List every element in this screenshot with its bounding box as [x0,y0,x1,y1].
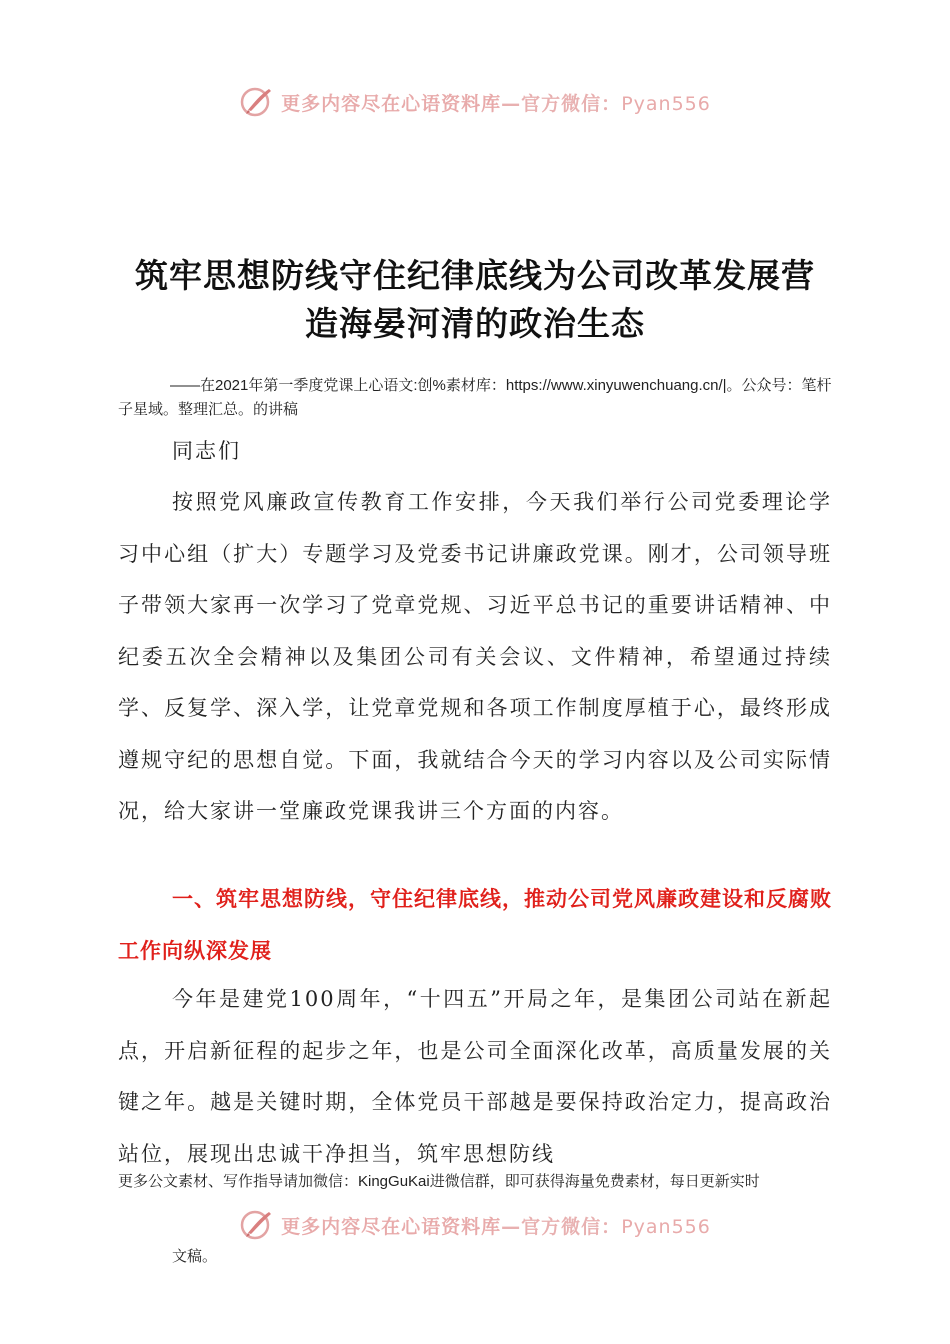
body-paragraph-1: 按照党风廉政宣传教育工作安排，今天我们举行公司党委理论学习中心组（扩大）专题学习及党委书记讲廉政党课。刚才，公司领导班子带领大家再一次学习了党章党规、习近平总书记的重要讲话精神、中纪委五次全会精神以及集团公司有关会议、文件精神，希望通过持续学、反复学、深入学，让党章党规和各项工作制度厚植于心，最终形成遵规守纪的思想自觉。下面，我就结合今天的学习内容以及公司实际情况，给大家讲一堂廉政党课我讲三个方面的内容。 [118,490,832,823]
watermark-id: Pyan556 [621,1215,711,1238]
watermark-id: Pyan556 [621,92,711,115]
watermark-label: 官方微信： [521,1215,622,1238]
pen-logo-icon [239,84,275,120]
title-line-1: 筑牢思想防线守住纪律底线为公司改革发展营 [135,256,815,295]
footer-tail: 文稿。 [172,1248,218,1265]
watermark-separator: — [501,92,522,115]
greeting: 同志们 [172,439,241,463]
watermark-separator: — [501,1215,522,1238]
watermark-brand: 更多内容尽在心语资料库 [281,1215,502,1238]
document-title [110,252,840,348]
watermark-label: 官方微信： [521,92,622,115]
watermark-footer [0,1207,950,1243]
footer-note: 更多公文素材、写作指导请加微信：KingGuKai进微信群，即可获得海量免费素材，每日更新实时 [118,1173,760,1190]
watermark-header [0,84,950,120]
watermark-brand: 更多内容尽在心语资料库 [281,92,502,115]
document-subtitle: ——在2021年第一季度党课上心语文:创%素材库：https://www.xinyuwenchuang.cn/|。公众号：笔杆子星域。整理汇总。的讲稿 [118,377,832,418]
pen-logo-icon [239,1207,275,1243]
section-heading-1: 一、筑牢思想防线，守住纪律底线，推动公司党风廉政建设和反腐败工作向纵深发展 [118,887,832,963]
body-paragraph-2: 今年是建党100周年，“十四五”开局之年，是集团公司站在新起点，开启新征程的起步之年，也是公司全面深化改革，高质量发展的关键之年。越是关键时期，全体党员干部越是要保持政治定力，提高政治站位，展现出忠诚干净担当，筑牢思想防线 [118,987,832,1166]
title-line-2: 造海晏河清的政治生态 [305,304,645,343]
